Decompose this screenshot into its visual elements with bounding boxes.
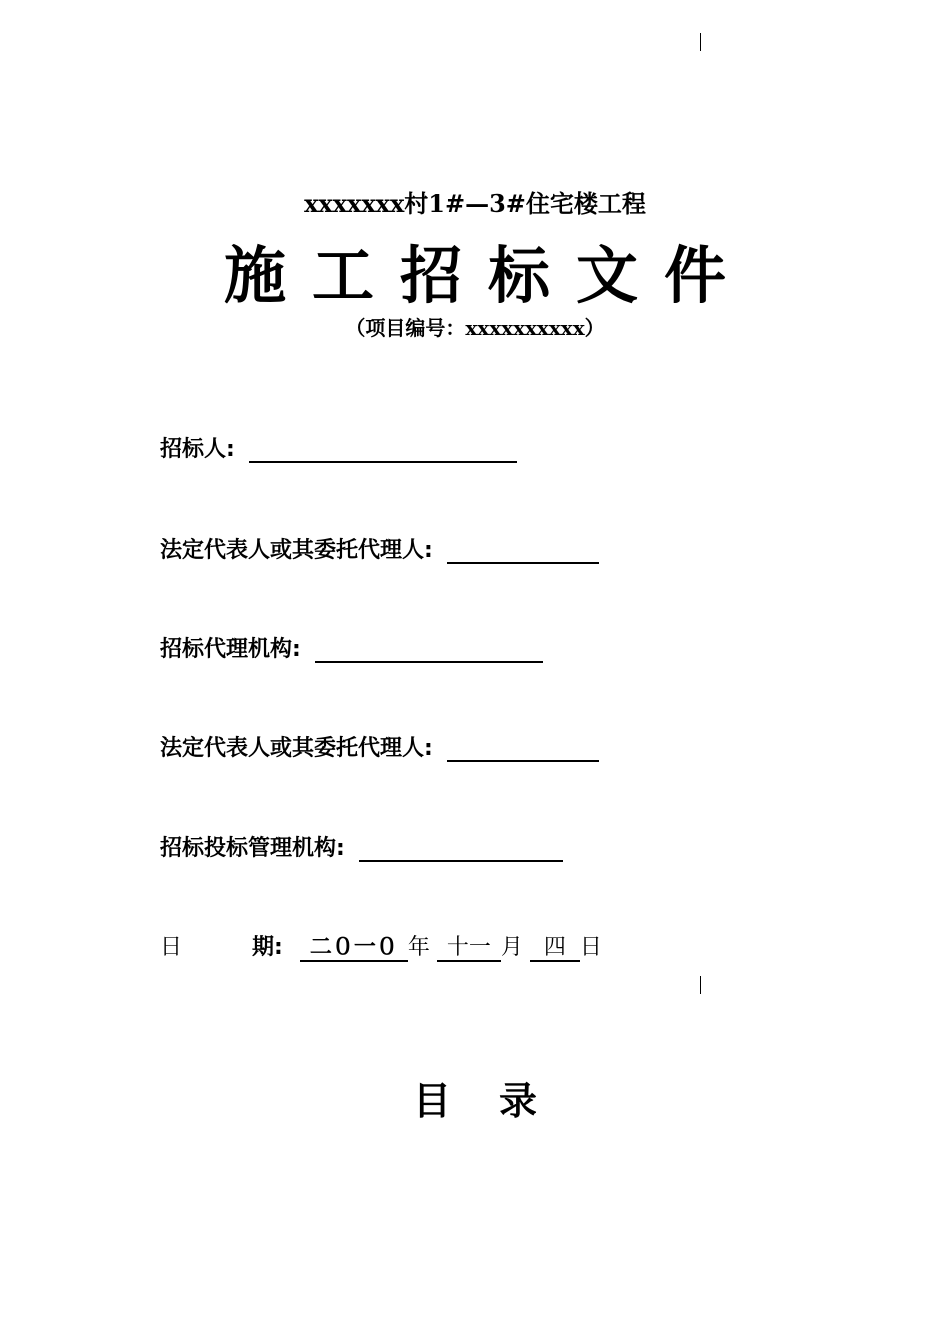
date-label-1: 日 (160, 935, 183, 960)
date-row (160, 930, 602, 961)
date-day-suffix: 日 (579, 935, 602, 960)
field-blank-line (447, 736, 599, 762)
date-day: 四 (530, 935, 580, 962)
field-blank-line (249, 437, 517, 463)
document-title: 施工招标文件 (223, 239, 752, 312)
field-blank-line (315, 637, 543, 663)
field-tender-agency (160, 632, 543, 663)
field-label: 招标人: (160, 437, 235, 462)
project-subtitle: xxxxxxx村1#—3#住宅楼工程 (304, 189, 646, 218)
field-label: 法定代表人或其委托代理人: (160, 736, 433, 761)
project-number: （项目编号：xxxxxxxxxx） (345, 316, 605, 340)
field-legal-representative (160, 533, 599, 564)
date-month-suffix: 月 (500, 935, 523, 960)
field-blank-line (359, 836, 563, 862)
field-tenderer (160, 432, 517, 463)
field-management-authority (160, 831, 563, 862)
date-year: 二０一０ (300, 935, 408, 962)
crop-mark-top (700, 33, 701, 51)
field-legal-representative-agency (160, 731, 599, 762)
field-label: 招标代理机构: (160, 637, 301, 662)
field-label: 法定代表人或其委托代理人: (160, 538, 433, 563)
date-label-2: 期: (252, 935, 283, 960)
date-year-suffix: 年 (407, 935, 430, 960)
field-label: 招标投标管理机构: (160, 836, 345, 861)
crop-mark-middle (700, 976, 701, 994)
date-month: 十一 (437, 935, 501, 962)
toc-heading: 目录 (412, 1079, 585, 1123)
field-blank-line (447, 538, 599, 564)
